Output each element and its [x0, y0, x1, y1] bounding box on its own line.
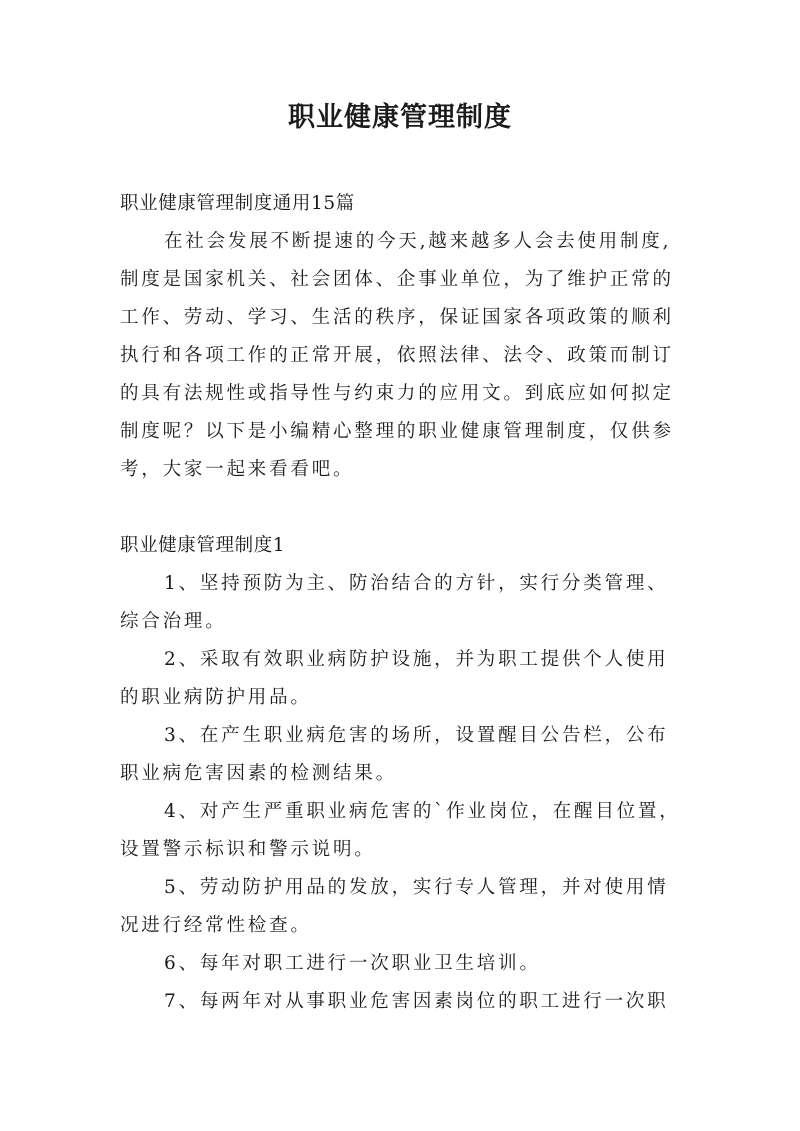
- list-item-continuation: 况进行经常性检查。: [120, 915, 312, 936]
- list-item: 1、坚持预防为主、防治结合的方针，实行分类管理、: [164, 573, 669, 594]
- intro-line: 制度呢？以下是小编精心整理的职业健康管理制度，仅供参: [120, 421, 674, 442]
- intro-line: 的具有法规性或指导性与约束力的应用文。到底应如何拟定: [120, 383, 674, 404]
- intro-line: 考，大家一起来看看吧。: [120, 459, 355, 480]
- intro-line: 在社会发展不断提速的今天,越来越多人会去使用制度,: [164, 231, 672, 252]
- document-body: [120, 185, 690, 1021]
- intro-line: 工作、劳动、学习、生活的秩序，保证国家各项政策的顺利: [120, 307, 674, 328]
- list-item: 5、劳动防护用品的发放，实行专人管理，并对使用情: [164, 877, 669, 898]
- list-item: 6、每年对职工进行一次职业卫生培训。: [164, 953, 541, 974]
- list-item: 4、对产生严重职业病危害的`作业岗位，在醒目位置，: [164, 801, 681, 822]
- list-item-continuation: 职业病危害因素的检测结果。: [120, 763, 397, 784]
- list-item: 7、每两年对从事职业危害因素岗位的职工进行一次职: [164, 991, 669, 1012]
- intro-line: 制度是国家机关、社会团体、企事业单位，为了维护正常的: [120, 269, 674, 290]
- list-item-continuation: 综合治理。: [120, 611, 227, 632]
- list-item: 3、在产生职业病危害的场所，设置醒目公告栏，公布: [164, 725, 669, 746]
- paragraph-gap: [120, 489, 690, 527]
- list-item-continuation: 的职业病防护用品。: [120, 687, 312, 708]
- list-item: 2、采取有效职业病防护设施，并为职工提供个人使用: [164, 649, 669, 670]
- intro-line: 执行和各项工作的正常开展，依照法律、法令、政策而制订: [120, 345, 674, 366]
- document-title: 职业健康管理制度: [288, 102, 512, 133]
- section-heading: 职业健康管理制度1: [120, 535, 286, 556]
- intro-heading: 职业健康管理制度通用15篇: [120, 193, 355, 214]
- list-item-continuation: 设置警示标识和警示说明。: [120, 839, 376, 860]
